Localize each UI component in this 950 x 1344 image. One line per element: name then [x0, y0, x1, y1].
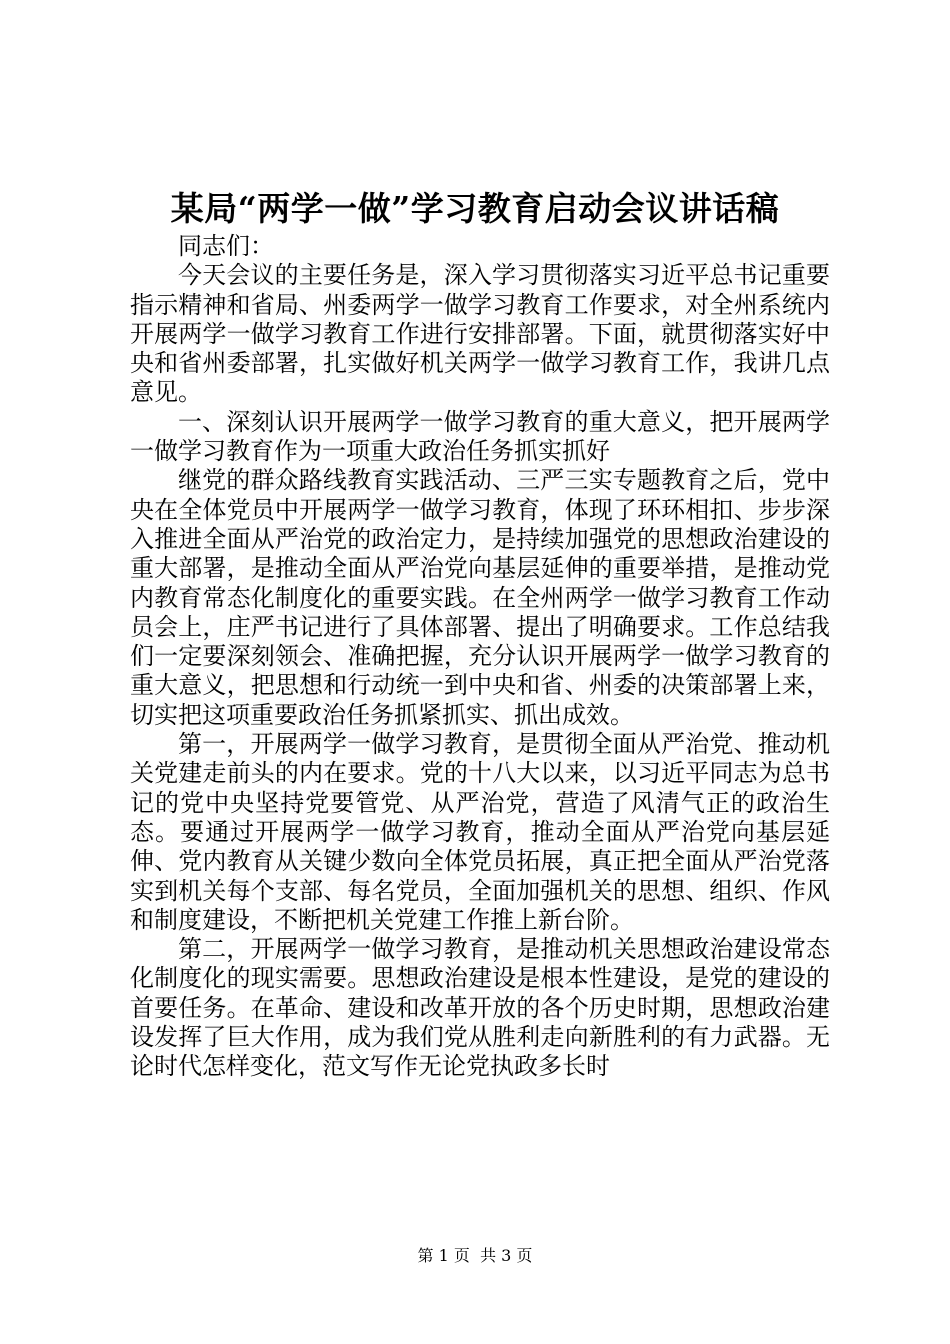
paragraph-second-point: 第二，开展两学一做学习教育，是推动机关思想政治建设常态化制度化的现实需要。思想政治建设是根本性建设，是党的建设的首要任务。在革命、建设和改革开放的各个历史时期，思想政治建设发挥了巨大作用，成为我们党从胜利走向新胜利的有力武器。无论时代怎样变化，范文写作无论党执政多长时 — [130, 935, 830, 1081]
document-body — [130, 232, 830, 1082]
document-title: 某局“两学一做”学习教育启动会议讲话稿 — [170, 189, 780, 228]
page-number: 第 1 页 共 3 页 — [417, 1246, 533, 1265]
page-footer — [0, 1244, 950, 1268]
salutation: 同志们： — [178, 232, 274, 260]
paragraph-intro: 今天会议的主要任务是，深入学习贯彻落实习近平总书记重要指示精神和省局、州委两学一做学习教育工作要求，对全州系统内开展两学一做学习教育工作进行安排部署。下面，就贯彻落实好中央和省州委部署，扎实做好机关两学一做学习教育工作，我讲几点意见。 — [130, 261, 830, 407]
paragraph-first-point: 第一，开展两学一做学习教育，是贯彻全面从严治党、推动机关党建走前头的内在要求。党的十八大以来，以习近平同志为总书记的党中央坚持党要管党、从严治党，营造了风清气正的政治生态。要通过开展两学一做学习教育，推动全面从严治党向基层延伸、党内教育从关键少数向全体党员拓展，真正把全面从严治党落实到机关每个支部、每名党员，全面加强机关的思想、组织、作风和制度建设，不断把机关党建工作推上新台阶。 — [130, 730, 830, 934]
paragraph-significance: 继党的群众路线教育实践活动、三严三实专题教育之后，党中央在全体党员中开展两学一做学习教育，体现了环环相扣、步步深入推进全面从严治党的政治定力，是持续加强党的思想政治建设的重大部署，是推动全面从严治党向基层延伸的重要举措，是推动党内教育常态化制度化的重要实践。在全州两学一做学习教育工作动员会上，庄严书记进行了具体部署、提出了明确要求。工作总结我们一定要深刻领会、准确把握，充分认识开展两学一做学习教育的重大意义，把思想和行动统一到中央和省、州委的决策部署上来，切实把这项重要政治任务抓紧抓实、抓出成效。 — [130, 466, 830, 729]
section-heading-1: 一、深刻认识开展两学一做学习教育的重大意义，把开展两学一做学习教育作为一项重大政治任务抓实抓好 — [130, 407, 830, 466]
